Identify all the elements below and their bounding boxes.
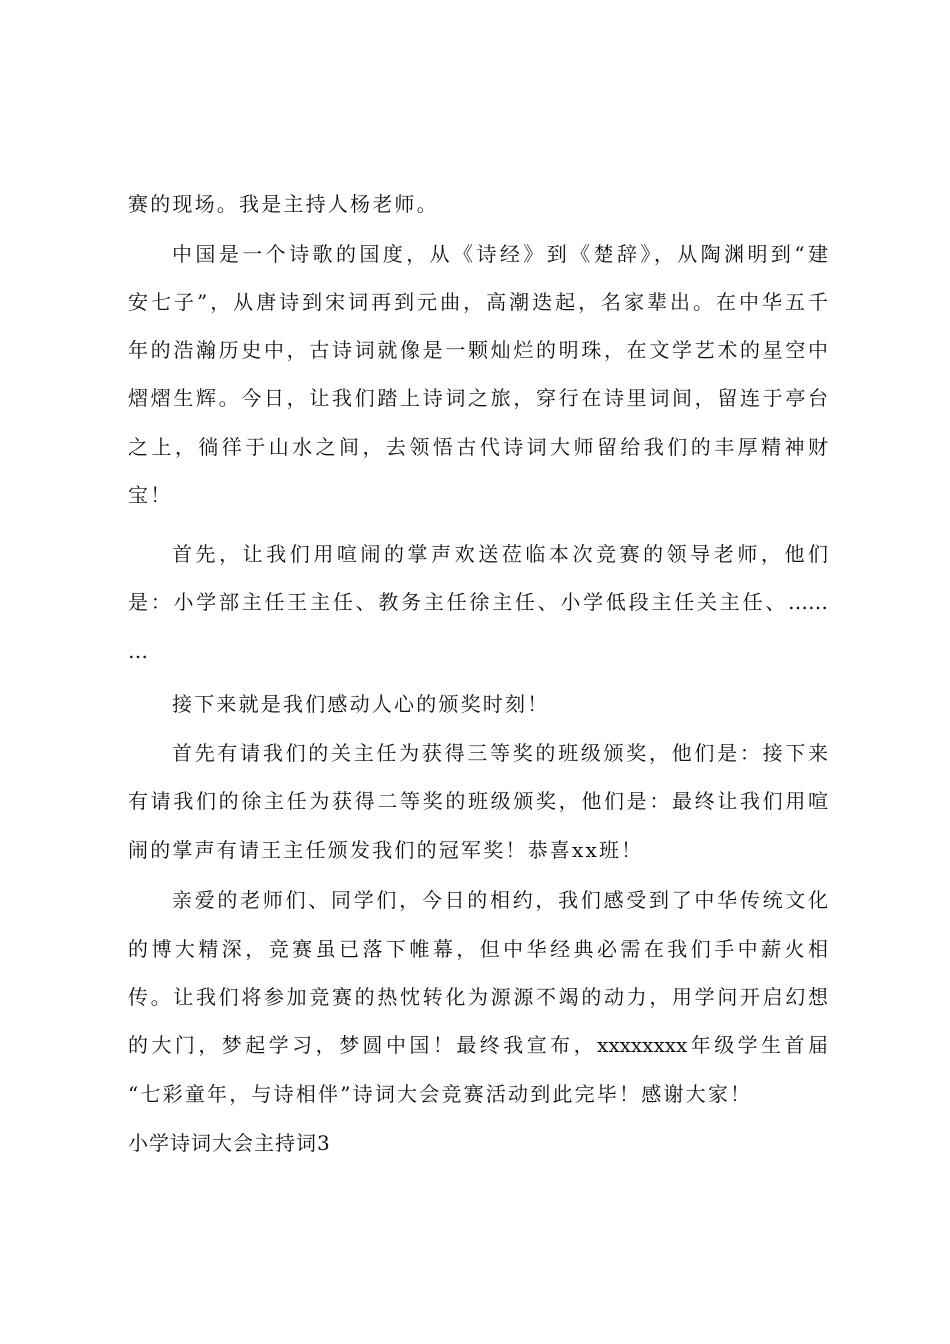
text-line-5: 熠熠生辉。今日，让我们踏上诗词之旅，穿行在诗里词间，留连于亭台 [128,386,828,410]
text-line-10: … [128,639,151,663]
text-line-19: “七彩童年，与诗相伴”诗词大会竞赛活动到此完毕！感谢大家！ [128,1082,753,1106]
section-heading: 小学诗词大会主持词3 [128,1131,331,1155]
text-line-8: 首先，让我们用喧闹的掌声欢送莅临本次竞赛的领导老师，他们 [172,542,828,566]
text-line-4: 年的浩瀚历史中，古诗词就像是一颗灿烂的明珠，在文学艺术的星空中 [128,338,828,362]
text-line-16: 的博大精深，竞赛虽已落下帷幕，但中华经典必需在我们手中薪火相 [128,937,828,961]
text-line-1: 赛的现场。我是主持人杨老师。 [128,192,439,216]
text-line-2: 中国是一个诗歌的国度，从《诗经》到《楚辞》，从陶渊明到“建 [172,242,828,266]
text-line-15: 亲爱的老师们、同学们，今日的相约，我们感受到了中华传统文化 [172,888,828,912]
text-line-3: 安七子”，从唐诗到宋词再到元曲，高潮迭起，名家辈出。在中华五千 [128,290,828,314]
text-line-11: 接下来就是我们感动人心的颁奖时刻！ [172,692,550,716]
text-line-13: 有请我们的徐主任为获得二等奖的班级颁奖，他们是：最终让我们用喧 [128,789,828,813]
text-line-6: 之上，徜徉于山水之间，去领悟古代诗词大师留给我们的丰厚精神财 [128,435,828,459]
text-line-9: 是：小学部主任王主任、教务主任徐主任、小学低段主任关主任、…… [128,590,828,614]
text-line-18: 的大门，梦起学习，梦圆中国！最终我宣布，xxxxxxxx年级学生首届 [128,1033,828,1057]
text-line-14: 闹的掌声有请王主任颁发我们的冠军奖！恭喜xx班！ [128,838,644,862]
text-line-17: 传。让我们将参加竞赛的热忱转化为源源不竭的动力，用学问开启幻想 [128,985,828,1009]
text-line-12: 首先有请我们的关主任为获得三等奖的班级颁奖，他们是：接下来 [172,741,828,765]
text-line-7: 宝！ [128,483,173,507]
